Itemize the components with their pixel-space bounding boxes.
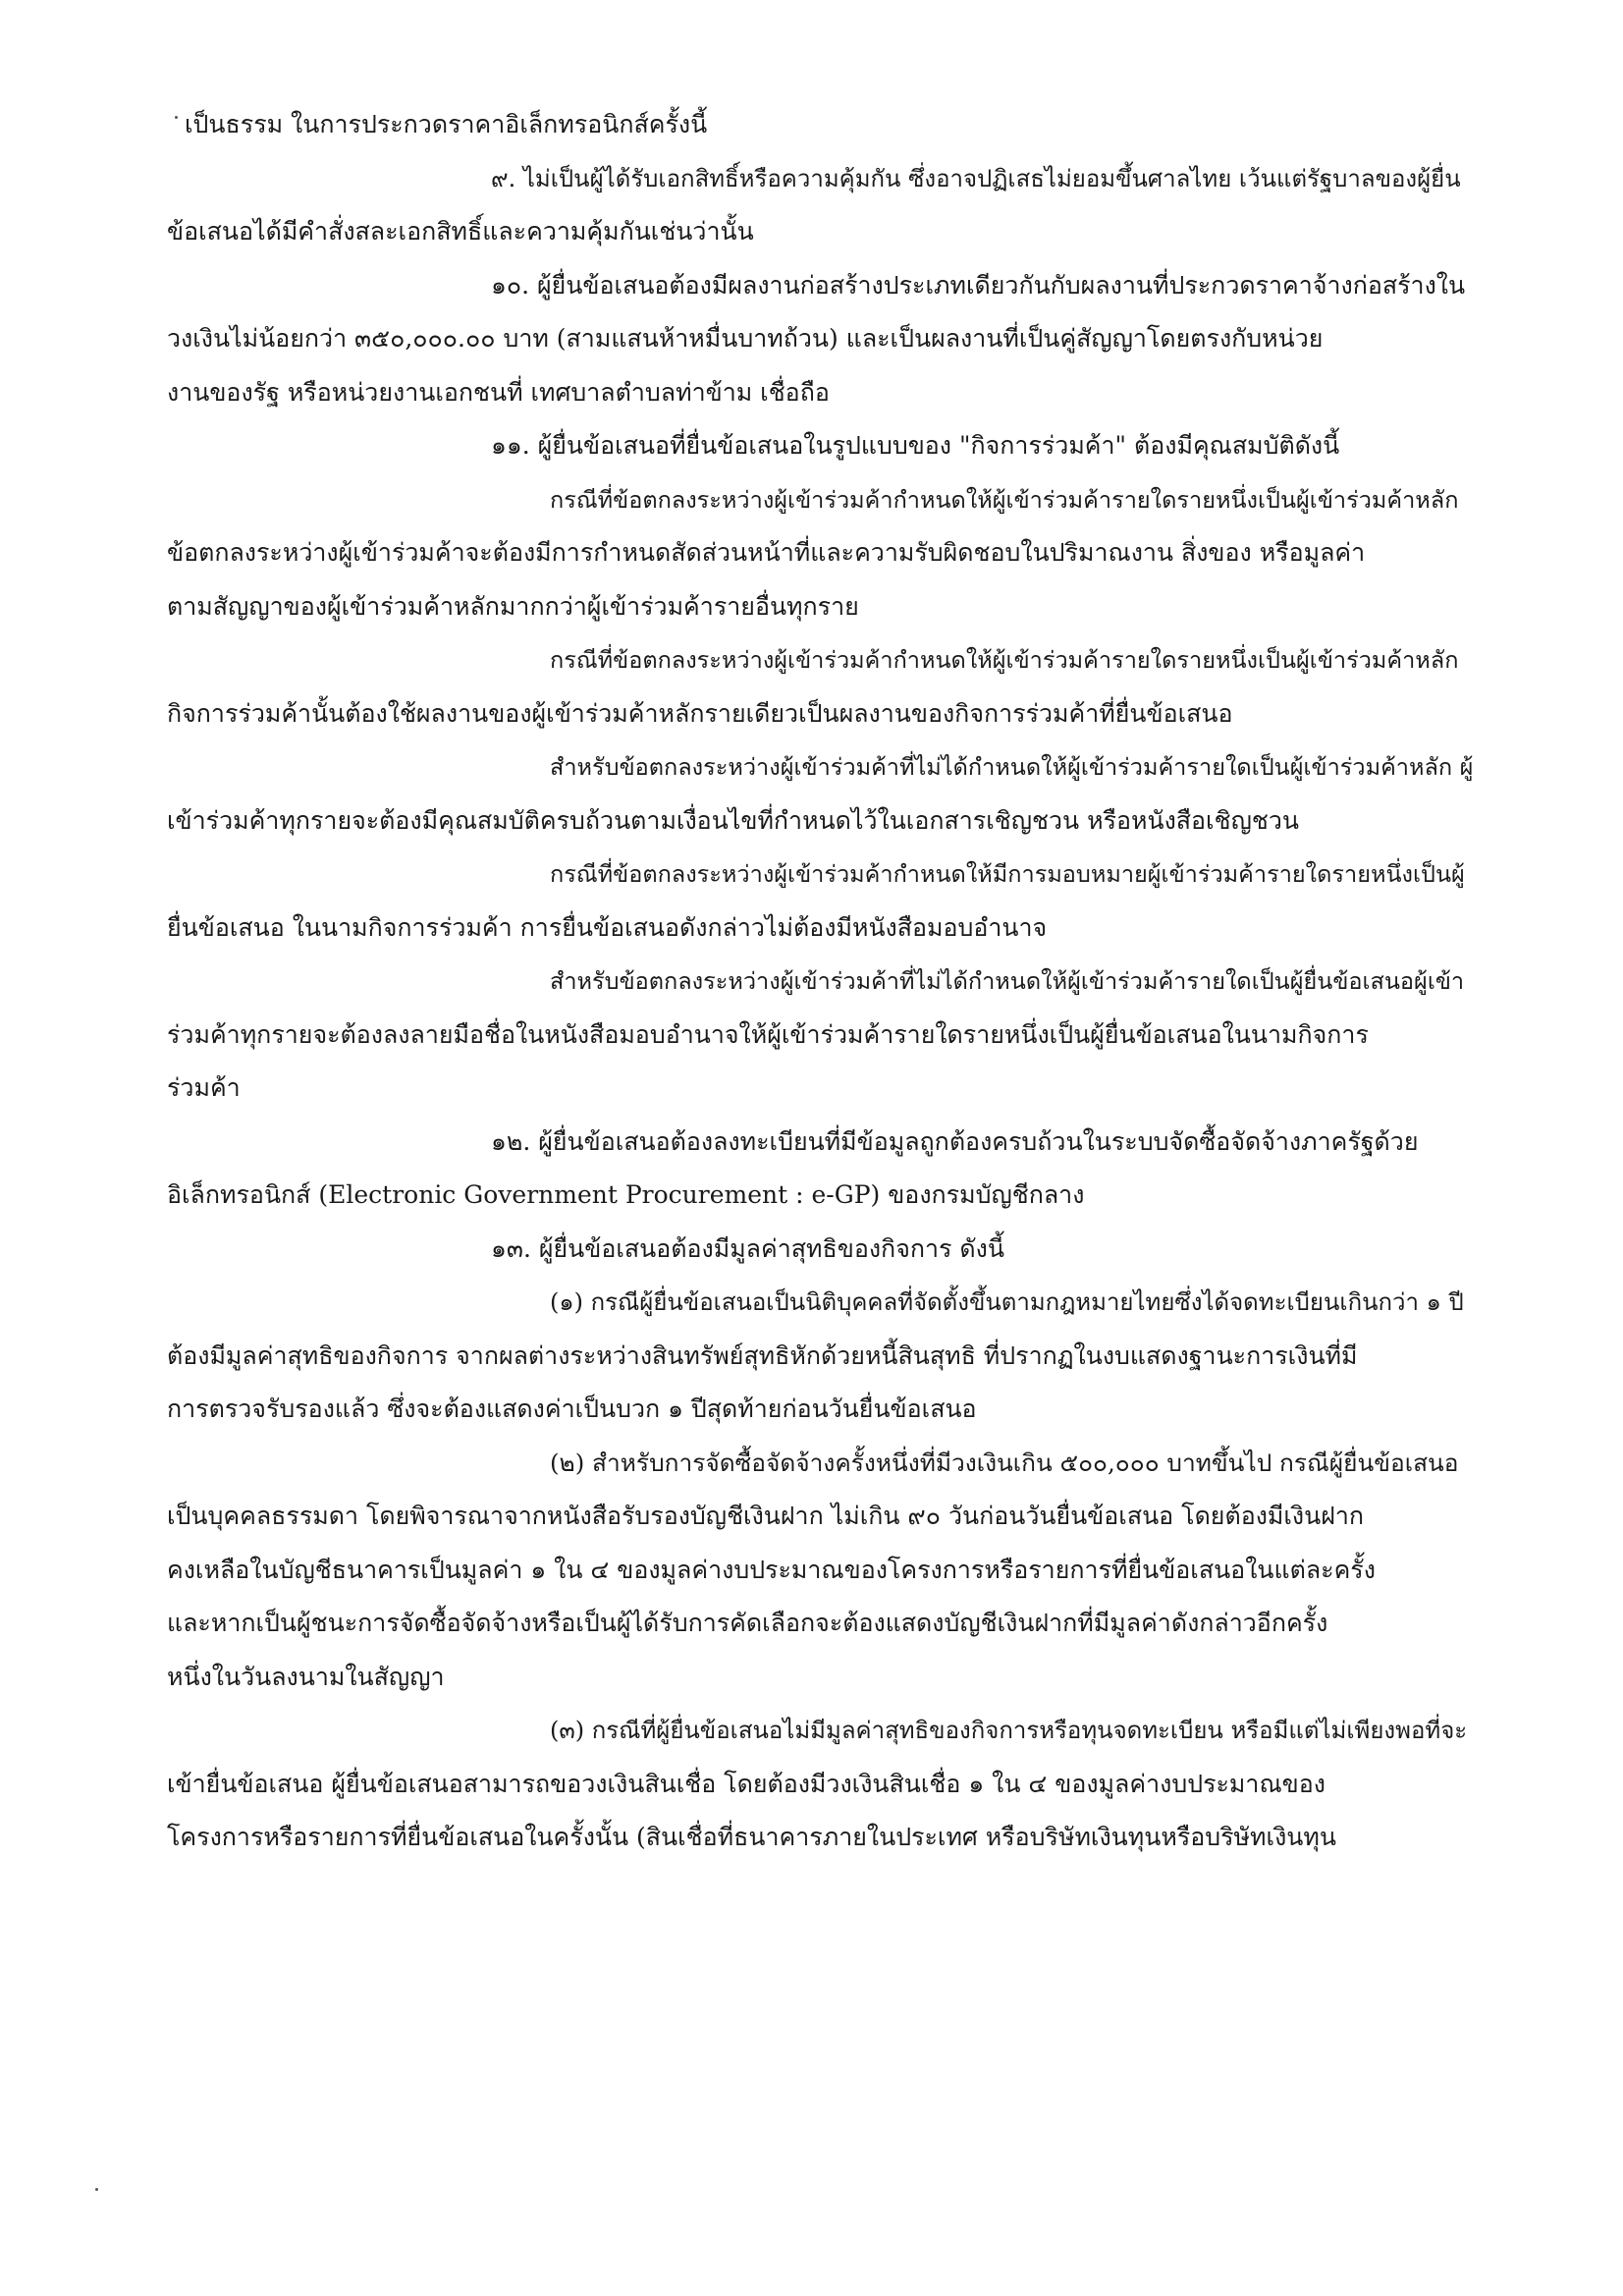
text-line: สำหรับข้อตกลงระหว่างผู้เข้าร่วมค้าที่ไม่ได้กำหนดให้ผู้เข้าร่วมค้ารายใดเป็นผู้เข้าร่วมค้าหลัก ผู้ bbox=[550, 753, 1474, 781]
clause-13-2: (๒) สำหรับการจัดซื้อจัดจ้างครั้งหนึ่งที่มีวงเงินเกิน ๕๐๐,๐๐๐ บาทขึ้นไป กรณีผู้ยื่นข้อเสนอ bbox=[550, 1448, 1459, 1477]
text-line: เป็นบุคคลธรรมดา โดยพิจารณาจากหนังสือรับรองบัญชีเงินฝาก ไม่เกิน ๙๐ วันก่อนวันยื่นข้อเสนอ โดยต้องมีเงินฝาก bbox=[167, 1502, 1365, 1530]
text-line: ตามสัญญาของผู้เข้าร่วมค้าหลักมากกว่าผู้เข้าร่วมค้ารายอื่นทุกราย bbox=[167, 591, 859, 621]
text-line: การตรวจรับรองแล้ว ซึ่งจะต้องแสดงค่าเป็นบวก ๑ ปีสุดท้ายก่อนวันยื่นข้อเสนอ bbox=[167, 1394, 977, 1423]
text-line: เข้าร่วมค้าทุกรายจะต้องมีคุณสมบัติครบถ้วนตามเงื่อนไขที่กำหนดไว้ในเอกสารเชิญชวน หรือหนังสือเชิญชวน bbox=[167, 805, 1299, 835]
text-line: ร่วมค้า bbox=[167, 1073, 241, 1102]
text-line: เข้ายื่นข้อเสนอ ผู้ยื่นข้อเสนอสามารถขอวงเงินสินเชื่อ โดยต้องมีวงเงินสินเชื่อ ๑ ใน ๔ ของมูลค่างบประมาณของ bbox=[167, 1769, 1325, 1798]
text-line: ต้องมีมูลค่าสุทธิของกิจการ จากผลต่างระหว่างสินทรัพย์สุทธิหักด้วยหนี้สินสุทธิ ที่ปรากฏในงบแสดงฐานะการเงินที่มี bbox=[167, 1340, 1358, 1370]
text-line: โครงการหรือรายการที่ยื่นข้อเสนอในครั้งนั้น (สินเชื่อที่ธนาคารภายในประเทศ หรือบริษัทเงินทุนหรือบริษัทเงินทุน bbox=[167, 1823, 1336, 1851]
text-line: ยื่นข้อเสนอ ในนามกิจการร่วมค้า การยื่นข้อเสนอดังกล่าวไม่ต้องมีหนังสือมอบอำนาจ bbox=[167, 912, 1048, 942]
text-line: ข้อเสนอได้มีคำสั่งสละเอกสิทธิ์และความคุ้มกันเช่นว่านั้น bbox=[167, 217, 754, 246]
clause-13-3: (๓) กรณีที่ผู้ยื่นข้อเสนอไม่มีมูลค่าสุทธิของกิจการหรือทุนจดทะเบียน หรือมีแต่ไม่เพียงพอที่จะ bbox=[550, 1717, 1468, 1744]
document-body bbox=[167, 98, 1474, 1865]
text-line: เป็นธรรม ในการประกวดราคาอิเล็กทรอนิกส์ครั้งนี้ bbox=[185, 110, 708, 138]
clause-13: ๑๓. ผู้ยื่นข้อเสนอต้องมีมูลค่าสุทธิของกิจการ ดังนี้ bbox=[491, 1233, 1004, 1263]
clause-11: ๑๑. ผู้ยื่นข้อเสนอที่ยื่นข้อเสนอในรูปแบบของ "กิจการร่วมค้า" ต้องมีคุณสมบัติดังนี้ bbox=[491, 431, 1340, 460]
text-line: กรณีที่ข้อตกลงระหว่างผู้เข้าร่วมค้ากำหนดให้ผู้เข้าร่วมค้ารายใดรายหนึ่งเป็นผู้เข้าร่วมค้าหลัก bbox=[550, 485, 1459, 514]
text-line: อิเล็กทรอนิกส์ (Electronic Government Procurement : e-GP) ของกรมบัญชีกลาง bbox=[167, 1180, 1085, 1209]
text-line: ข้อตกลงระหว่างผู้เข้าร่วมค้าจะต้องมีการกำหนดสัดส่วนหน้าที่และความรับผิดชอบในปริมาณงาน สิ่งของ หรือมูลค่า bbox=[167, 538, 1366, 567]
text-line: กรณีที่ข้อตกลงระหว่างผู้เข้าร่วมค้ากำหนดให้ผู้เข้าร่วมค้ารายใดรายหนึ่งเป็นผู้เข้าร่วมค้าหลัก bbox=[550, 646, 1459, 674]
text-line: กิจการร่วมค้านั้นต้องใช้ผลงานของผู้เข้าร่วมค้าหลักรายเดียวเป็นผลงานของกิจการร่วมค้าที่ยื่นข้อเสนอ bbox=[167, 698, 1233, 728]
text-line: สำหรับข้อตกลงระหว่างผู้เข้าร่วมค้าที่ไม่ได้กำหนดให้ผู้เข้าร่วมค้ารายใดเป็นผู้ยื่นข้อเสนอผู้เข้า bbox=[550, 967, 1465, 995]
text-line: งานของรัฐ หรือหน่วยงานเอกชนที่ เทศบาลตำบลท่าข้าม เชื่อถือ bbox=[167, 377, 830, 407]
clause-13-1: (๑) กรณีผู้ยื่นข้อเสนอเป็นนิติบุคคลที่จัดตั้งขึ้นตามกฎหมายไทยซึ่งได้จดทะเบียนเกินกว่า ๑ ปี bbox=[550, 1288, 1464, 1316]
text-line: กรณีที่ข้อตกลงระหว่างผู้เข้าร่วมค้ากำหนดให้มีการมอบหมายผู้เข้าร่วมค้ารายใดรายหนึ่งเป็นผู้ bbox=[550, 860, 1465, 888]
clause-10: ๑๐. ผู้ยื่นข้อเสนอต้องมีผลงานก่อสร้างประเภทเดียวกันกับผลงานที่ประกวดราคาจ้างก่อสร้างใน bbox=[491, 270, 1466, 300]
scan-speck bbox=[95, 2188, 98, 2191]
text-line: และหากเป็นผู้ชนะการจัดซื้อจัดจ้างหรือเป็นผู้ได้รับการคัดเลือกจะต้องแสดงบัญชีเงินฝากที่มีมูลค่าดังกล่าวอีกครั้ง bbox=[167, 1609, 1328, 1637]
text-line: ร่วมค้าทุกรายจะต้องลงลายมือชื่อในหนังสือมอบอำนาจให้ผู้เข้าร่วมค้ารายใดรายหนึ่งเป็นผู้ยื่นข้อเสนอในนามกิจการ bbox=[167, 1019, 1369, 1049]
clause-9: ๙. ไม่เป็นผู้ได้รับเอกสิทธิ์หรือความคุ้มกัน ซึ่งอาจปฏิเสธไม่ยอมขึ้นศาลไทย เว้นแต่รัฐบาลของผู้ยื่น bbox=[491, 164, 1461, 192]
text-line: หนึ่งในวันลงนามในสัญญา bbox=[167, 1662, 445, 1691]
text-line: คงเหลือในบัญชีธนาคารเป็นมูลค่า ๑ ใน ๔ ของมูลค่างบประมาณของโครงการหรือรายการที่ยื่นข้อเสนอในแต่ละครั้ง bbox=[167, 1555, 1376, 1584]
clause-12: ๑๒. ผู้ยื่นข้อเสนอต้องลงทะเบียนที่มีข้อมูลถูกต้องครบถ้วนในระบบจัดซื้อจัดจ้างภาครัฐด้วย bbox=[491, 1126, 1419, 1156]
text-line: วงเงินไม่น้อยกว่า ๓๕๐,๐๐๐.๐๐ บาท (สามแสนห้าหมื่นบาทถ้วน) และเป็นผลงานที่เป็นคู่สัญญาโดยตรงกับหน่วย bbox=[167, 324, 1324, 353]
